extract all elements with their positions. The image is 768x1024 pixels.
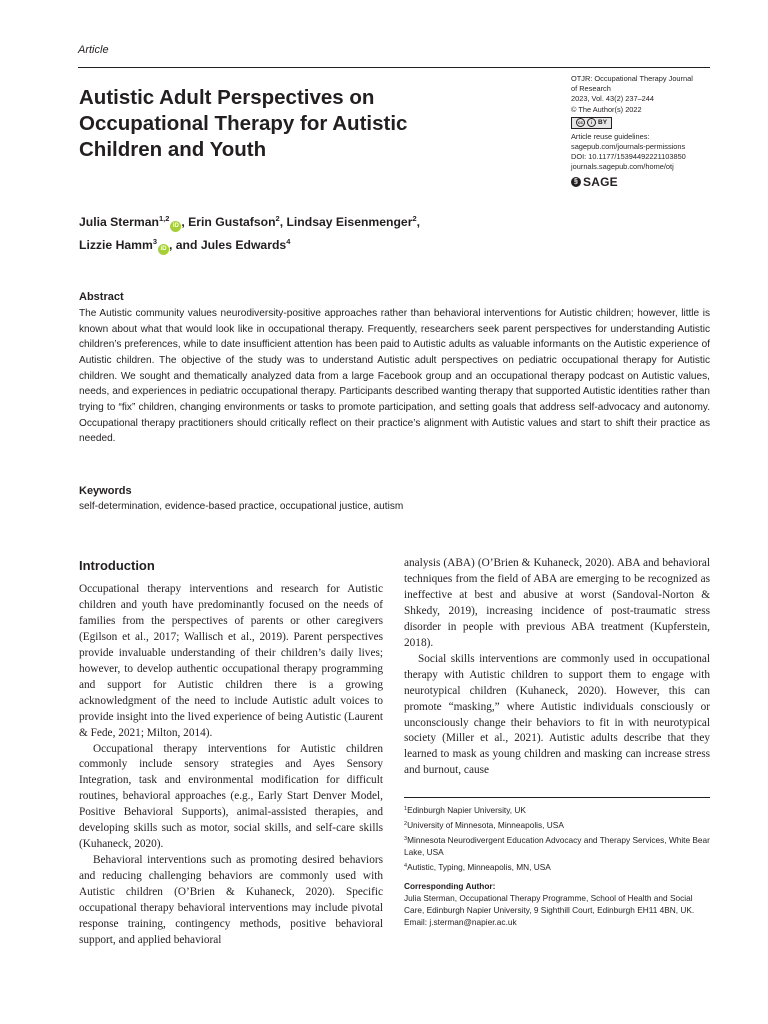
author-name: Lindsay Eisenmenger <box>286 215 413 229</box>
author-name: Lizzie Hamm <box>79 238 153 252</box>
keywords-heading: Keywords <box>79 485 132 497</box>
reuse-line: Article reuse guidelines: <box>571 131 650 141</box>
article-title: Autistic Adult Perspectives on Occupational Therapy for Autistic Children and Youth <box>79 86 408 161</box>
author-separator: , <box>416 215 421 229</box>
author-name: Jules Edwards <box>200 238 287 252</box>
body-paragraph: Social skills interventions are commonly used in occupational therapy with Autistic children to support them to engage with neurotypical children (Kuhaneck, 2020). However, this can promote “masking,” where Autistic individuals consciously or unconsciously change their behaviors to fit in with neurotypical society (Miller et al., 2021). Autistic adults describe that they learned to mask as young children and masking can increase stress and burnout, cause <box>404 652 710 777</box>
author-name: Julia Sterman <box>79 215 159 229</box>
author-affiliation: 1,2 <box>158 214 170 223</box>
orcid-icon[interactable]: iD <box>170 221 181 232</box>
affiliation-note: $^4$Autistic, Typing, Minneapolis, MN, USA <box>404 861 551 872</box>
keywords-text: self-determination, evidence-based practice, occupational justice, autism <box>79 501 404 512</box>
cc-license-label: BY <box>598 118 608 126</box>
body-column-left <box>79 582 383 949</box>
corresponding-author-heading: Corresponding Author: <box>404 880 496 891</box>
author-affiliation: 4 <box>286 237 291 246</box>
affiliation-note: $^3$Minnesota Neurodivergent Education Advocacy and Therapy Services, White Bear Lake, USA <box>404 834 710 857</box>
reuse-link[interactable]: sagepub.com/journals-permissions <box>571 142 686 152</box>
journal-info <box>571 74 721 187</box>
author-separator: , <box>181 215 189 229</box>
author-list <box>79 209 539 255</box>
journal-line: 2023, Vol. 43(2) 237–244 <box>571 94 655 104</box>
body-paragraph: Behavioral interventions such as promoting desired behaviors and reducing challenging behaviors are commonly used with Autistic children (O’Brien & Kuhaneck, 2020). Specific occupational therapy behavioral interventions may include pivotal response training, contingency methods, positive behavioral support, and applied behavioral <box>79 854 383 946</box>
footnotes <box>404 803 710 929</box>
affiliation-note: $^1$Edinburgh Napier University, UK <box>404 805 526 815</box>
author-name: Erin Gustafson <box>188 215 276 229</box>
sage-logo <box>571 174 721 189</box>
journal-line: OTJR: Occupational Therapy Journal <box>571 74 693 83</box>
doi-line[interactable]: DOI: 10.1177/15394492221103850 <box>571 152 686 162</box>
article-type-label: Article <box>78 44 109 56</box>
corresponding-author-text: Julia Sterman, Occupational Therapy Programme, School of Health and Social Care, Edinburgh Napier University, 9 Sighthill Court, Edinburgh EH11 4BN, UK. <box>404 893 695 916</box>
sage-logo-icon: § <box>571 177 581 187</box>
abstract-text: The Autistic community values neurodiversity-positive approaches rather than behavioral interventions for Autistic children; however, little is known about what that would look like in occupational therapy. Frequently, researchers seek parent perspectives for understanding Autistic children’s preferences, while to date insufficient attention has been paid to Autistic adults as valuable informants on the Autistic experience of Autistic children. The objective of the study was to understand Autistic adult perspectives on pediatric occupational therapy for Autistic children. We sought and thematically analyzed data from a large Facebook group and an occupational therapy podcast on Autistic values, needs, and experiences in pediatric occupational therapy. Participants described wanting therapy that supported Autistic identities rather than trying to “fix” children, changing environments or tasks to promote participation, and setting goals that address self-advocacy and autonomy. Occupational therapy practitioners should critically reflect on their practice’s alignment with Autistic values and start to shift their practice as needed. <box>79 308 710 445</box>
footnote-rule <box>404 797 710 798</box>
body-paragraph: analysis (ABA) (O’Brien & Kuhaneck, 2020). ABA and behavioral techniques from the field of ABA are emerging to be recognized as ineffective at best and abusive at worst (Sandoval-Norton & Shkedy, 2019), increasing incidence of post-traumatic stress disorder in people with previous ABA treatment (Kupferstein, 2018). <box>404 557 710 649</box>
body-paragraph: Occupational therapy interventions and research for Autistic children and youth have predominantly focused on the needs of families from the perspectives of parents or other caregivers (Egilson et al., 2017; Wallisch et al., 2019). Parent perspectives provide invaluable understanding of their children’s daily lives; however, to develop authentic occupational therapy programming and support for Autistic children there is a growing acknowledgment of the need to include Autistic adult voices to provide insight into the lived experience of being Autistic (Laurent & Fede, 2021; Milton, 2014). <box>79 583 383 739</box>
author-affiliation: 3 <box>152 237 157 246</box>
corresponding-author-email[interactable]: Email: j.sterman@napier.ac.uk <box>404 917 517 928</box>
journal-line: of Research <box>571 84 611 94</box>
journal-line: © The Author(s) 2022 <box>571 104 642 114</box>
header-rule <box>78 67 710 68</box>
author-separator: , <box>279 215 287 229</box>
author-affiliation: 2 <box>275 214 280 223</box>
sage-logo-text: SAGE <box>583 174 618 189</box>
affiliation-note: $^2$University of Minnesota, Minneapolis, USA <box>404 819 564 830</box>
author-separator: , and <box>169 238 201 252</box>
body-paragraph: Occupational therapy interventions for Autistic children commonly include sensory strategies and Ayes Sensory Integration, task and environmental modification for difficult routines, behavioral approaches (e.g., Early Start Denver Model, Positive Behavioral Supports), animal-assisted therapies, and developing skills such as motor, social skills, and self-care skills (Kuhaneck, 2020). <box>79 742 383 851</box>
body-column-right <box>404 556 710 779</box>
journal-home-link[interactable]: journals.sagepub.com/home/otj <box>571 162 674 172</box>
orcid-icon[interactable]: iD <box>158 244 169 255</box>
cc-license-icon[interactable]: cc i BY <box>571 117 612 129</box>
abstract-heading: Abstract <box>79 291 124 303</box>
introduction-heading: Introduction <box>79 558 155 573</box>
author-affiliation: 2 <box>412 214 417 223</box>
